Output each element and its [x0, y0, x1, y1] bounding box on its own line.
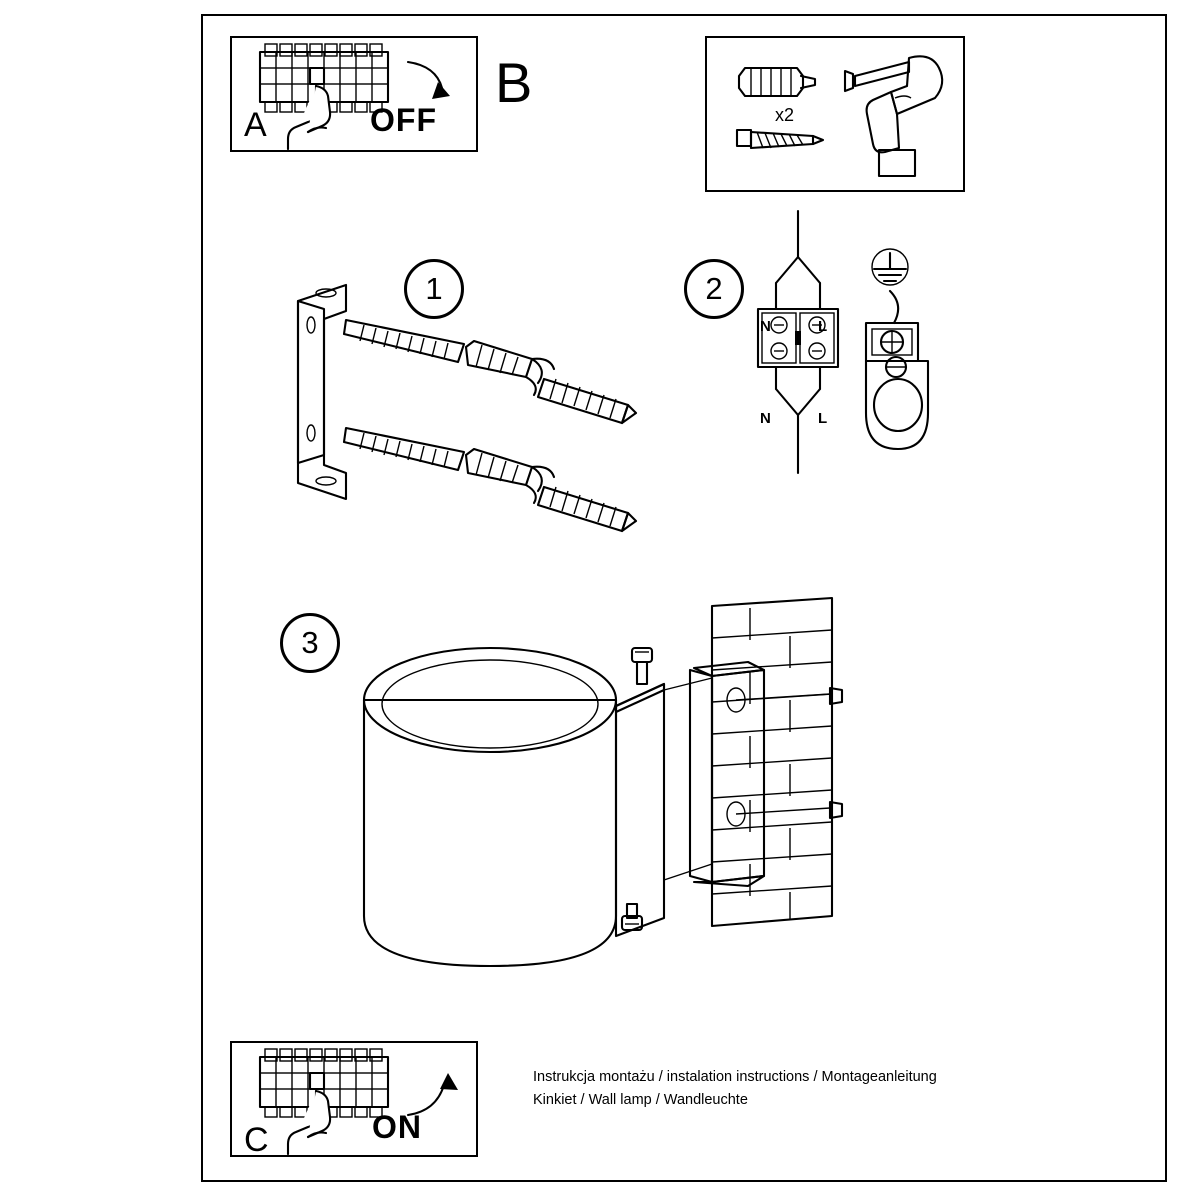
- panel-a-action-label: OFF: [370, 102, 437, 138]
- step-2-badge: [684, 259, 744, 319]
- drill-icon: [845, 56, 942, 176]
- wiring-label-n-bottom: N: [760, 410, 771, 427]
- footer-line-2: Kinkiet / Wall lamp / Wandleuchte: [533, 1092, 748, 1108]
- panel-a: [230, 36, 478, 152]
- panel-a-letter: A: [244, 106, 267, 144]
- mounting-bracket-icon: [298, 285, 346, 499]
- mounting-bracket-icon: [690, 662, 830, 886]
- wiring-label-l-bottom: L: [818, 410, 828, 427]
- screw-icon: [737, 130, 823, 148]
- panel-c-action-label: ON: [372, 1109, 422, 1145]
- brick-wall-icon: [712, 598, 842, 926]
- footer-line-1: Instrukcja montażu / instalation instructions / Montageanleitung: [533, 1069, 937, 1085]
- circuit-breaker-switch-off-icon: [232, 38, 476, 150]
- panel-b-quantity: x2: [775, 105, 795, 125]
- wiring-label-n-top: N: [760, 318, 771, 335]
- cable-clamp-icon: [866, 291, 928, 449]
- cylinder-wall-lamp-icon: [364, 648, 664, 966]
- step-2-illustration: [740, 205, 960, 505]
- wiring-label-l-top: L: [818, 318, 828, 335]
- wall-plug-icon: [739, 68, 815, 96]
- step-3-illustration: [350, 590, 870, 1010]
- step-1-number: 1: [425, 271, 443, 306]
- step-3-badge: [280, 613, 340, 673]
- step-2-number: 2: [705, 271, 723, 306]
- panel-b: [705, 36, 965, 192]
- terminal-block-icon: [758, 211, 838, 473]
- step-1-illustration: [280, 275, 680, 565]
- step-3-number: 3: [301, 625, 319, 660]
- earth-symbol-icon: [872, 249, 908, 285]
- grub-screw-icon: [632, 648, 652, 684]
- panel-c-letter: C: [244, 1121, 269, 1159]
- circuit-breaker-switch-on-icon: [232, 1043, 476, 1159]
- footer-text: [533, 1066, 963, 1112]
- tools-group-icon: [707, 38, 963, 190]
- grub-screw-icon: [622, 904, 642, 930]
- panel-b-letter: B: [495, 51, 533, 114]
